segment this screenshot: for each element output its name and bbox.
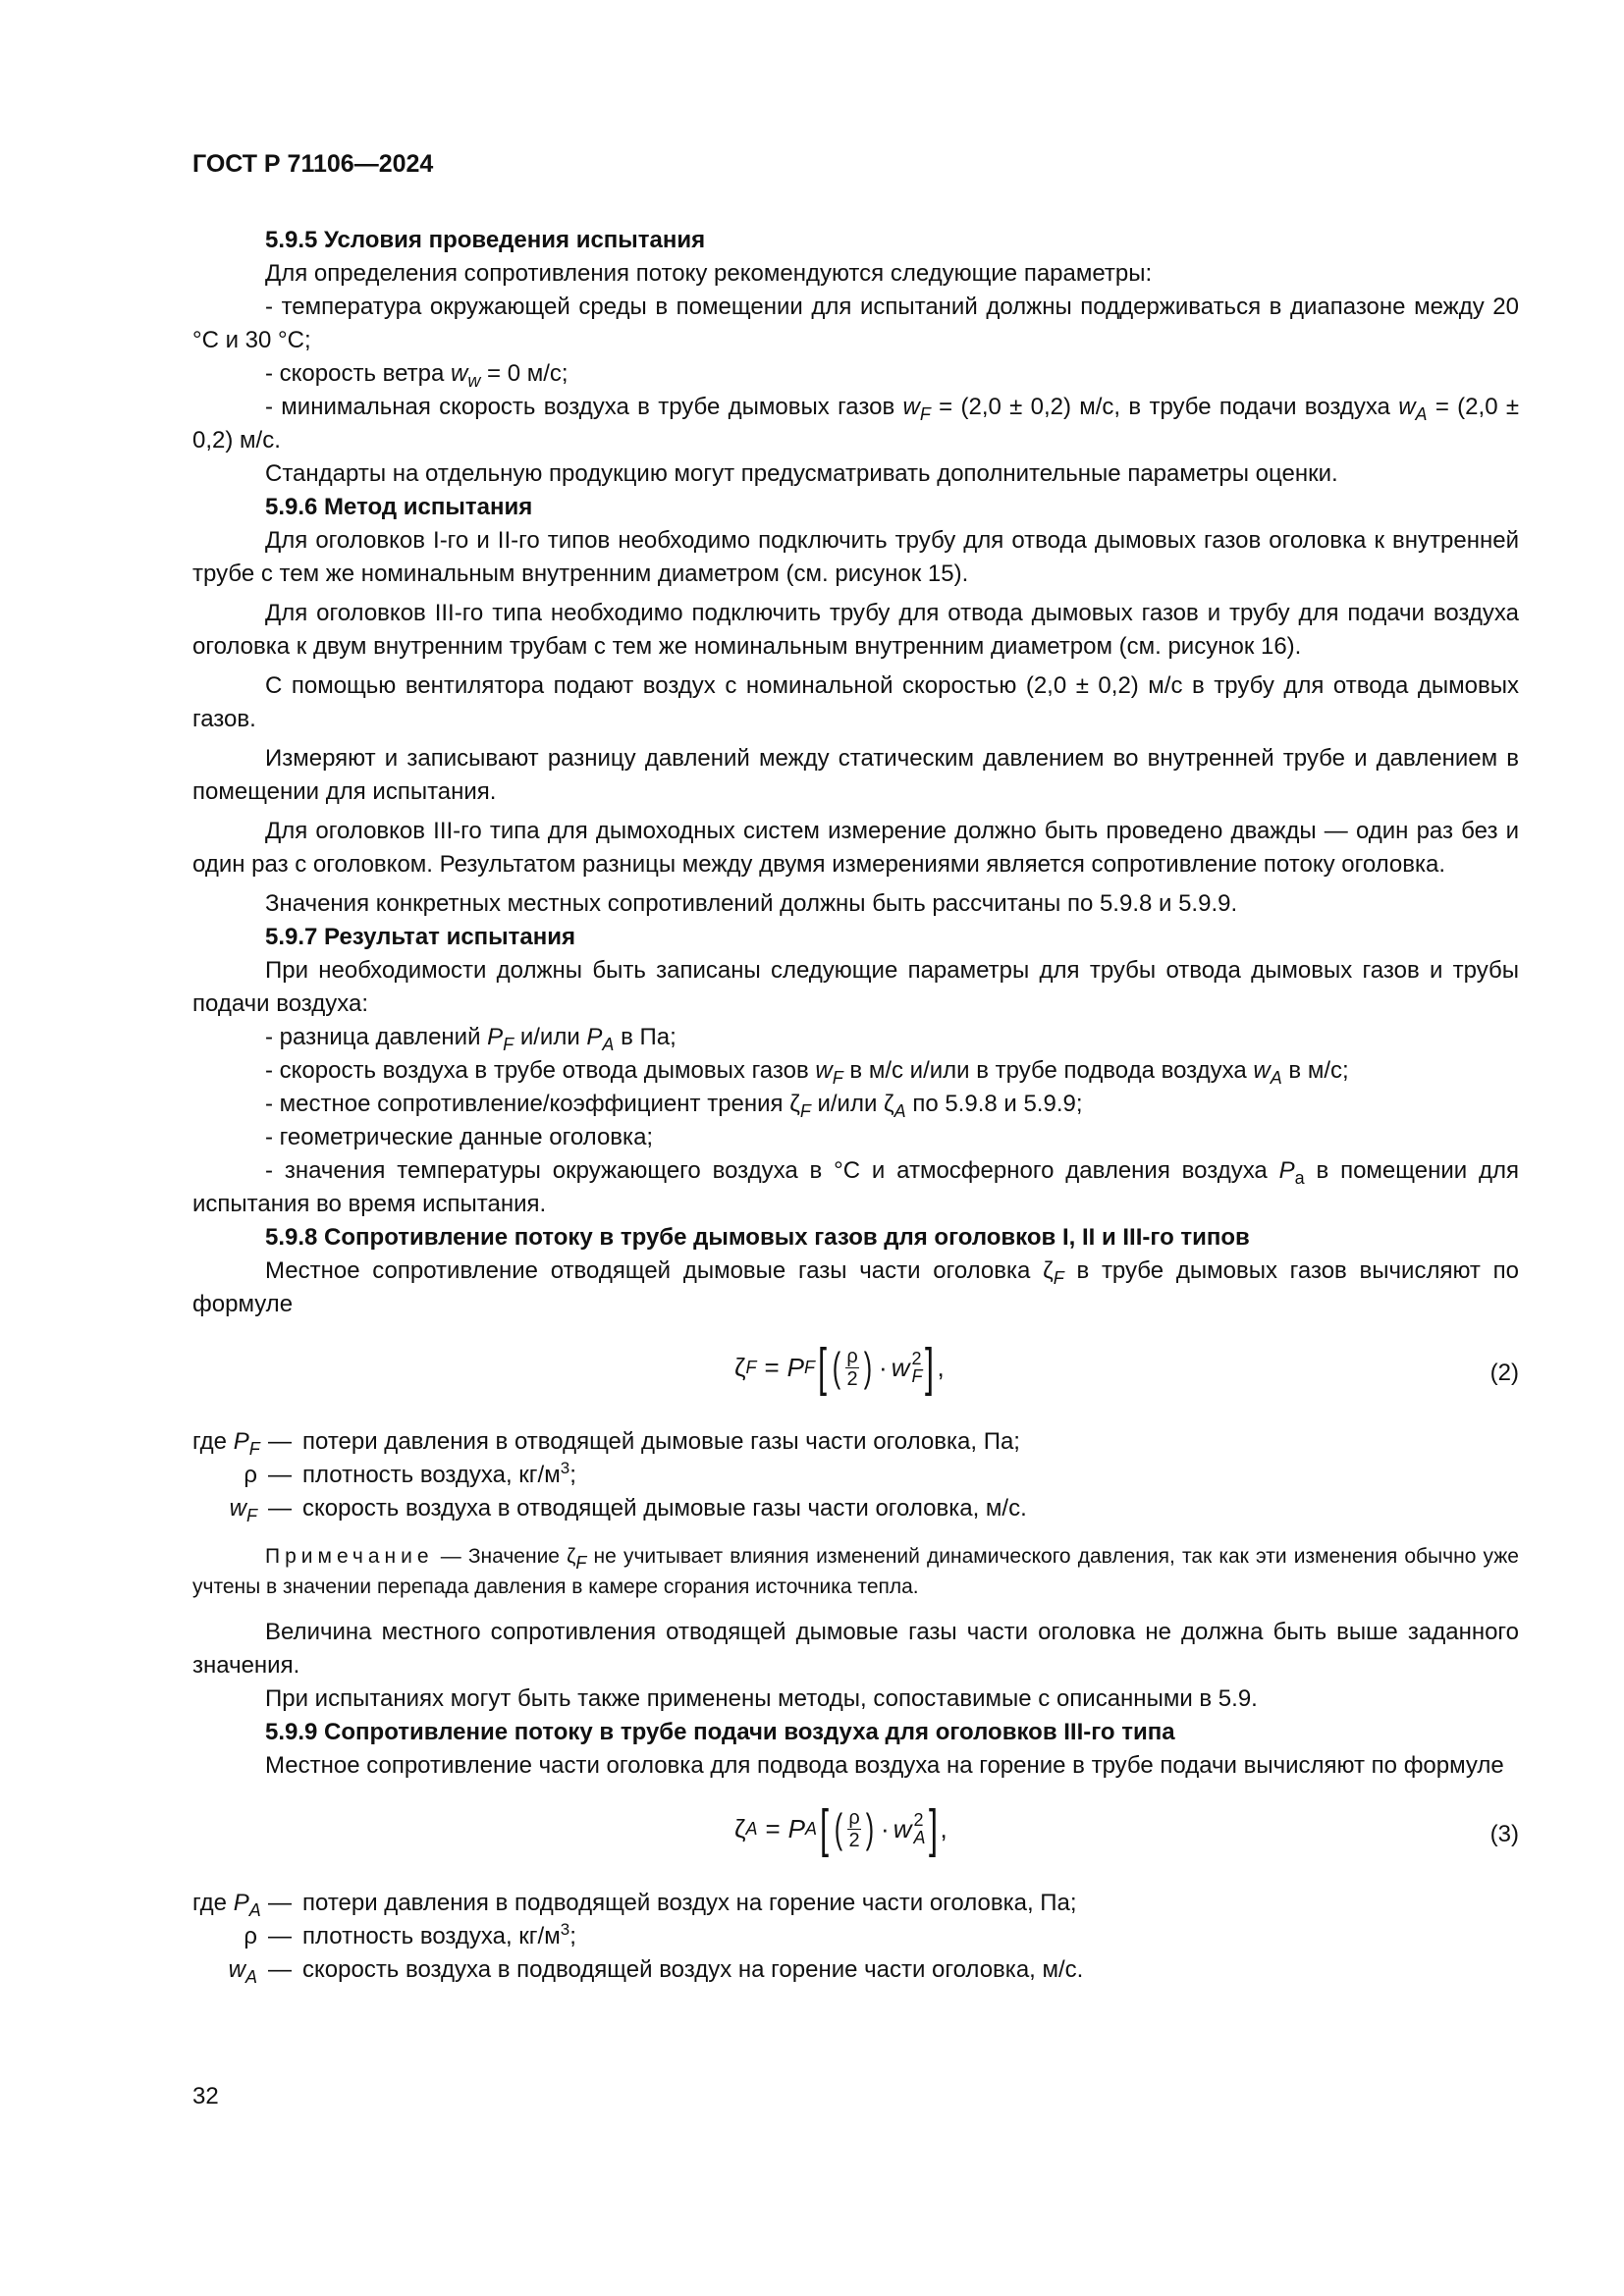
paragraph: Стандарты на отдельную продукцию могут предусматривать дополнительные параметры оценки. bbox=[265, 460, 1338, 487]
formula-expression: ζ A = P A [ ( $\frac{\rho}{2}$ ) · w 2 A ] , bbox=[734, 1799, 947, 1858]
list-item: - геометрические данные оголовка; bbox=[265, 1124, 654, 1150]
section-title-595: 5.9.5 Условия проведения испытания bbox=[265, 227, 706, 253]
paragraph: С помощью вентилятора подают воздух с номинальной скоростью (2,0 ± 0,2) м/с в трубу для отвода дымовых газов. bbox=[192, 672, 1519, 732]
paragraph: Измеряют и записывают разницу давлений между статическим давлением во внутренней трубе и давлением в помещении для испытания. bbox=[192, 745, 1519, 805]
paragraph: Для оголовков I-го и II-го типов необходимо подключить трубу для отвода дымовых газов оголовка к внутренней трубе с тем же номинальным внутренним диаметром (см. рисунок 15). bbox=[192, 527, 1519, 587]
paragraph: Величина местного сопротивления отводящей дымовые газы части оголовка не должна быть выше заданного значения. bbox=[192, 1619, 1519, 1679]
document-page bbox=[192, 147, 1519, 1987]
paragraph: При необходимости должны быть записаны следующие параметры для трубы отвода дымовых газов и трубы подачи воздуха: bbox=[192, 957, 1519, 1017]
legend-row: ρ — плотность воздуха, $кг/м^3$; bbox=[244, 1459, 576, 1488]
formula-2 bbox=[192, 1327, 1519, 1421]
legend-row: $w_F$ — скорость воздуха в отводящей дымовые газы части оголовка, м/с. bbox=[229, 1495, 1027, 1525]
list-item: - скорость ветра $w_w = 0$ м/с; bbox=[265, 360, 568, 391]
section-title-599: 5.9.9 Сопротивление потоку в трубе подачи воздуха для оголовков III-го типа bbox=[265, 1719, 1175, 1745]
list-item: - минимальная скорость воздуха в трубе дымовых газов $w_F = (2,0 \pm 0,2)$ м/с, в трубе подачи воздуха $w_A = (2,0 \pm 0,2)$ м/с. bbox=[192, 394, 1520, 454]
paragraph: Для определения сопротивления потоку рекомендуются следующие параметры: bbox=[265, 260, 1153, 287]
document-header: ГОСТ Р 71106—2024 bbox=[192, 150, 434, 178]
formula-legend bbox=[192, 1425, 1519, 1525]
paragraph: Для оголовков III-го типа для дымоходных систем измерение должно быть проведено дважды — один раз без и один раз с оголовком. Результатом разницы между двумя измерениями является сопротивление потоку оголовка. bbox=[192, 818, 1519, 878]
formula-number: (3) bbox=[1489, 1821, 1519, 1847]
section-title-597: 5.9.7 Результат испытания bbox=[265, 924, 576, 950]
paragraph: Для оголовков III-го типа необходимо подключить трубу для отвода дымовых газов и трубу для подачи воздуха оголовка к двум внутренним трубам с тем же номинальным внутренним диаметром (см. рисунок 16). bbox=[192, 600, 1519, 660]
note: Примечание — Значение $\zeta_F$ не учитывает влияния изменений динамического давления, так как эти изменения обычно уже учтены в значении перепада давления в камере сгорания источника тепла. bbox=[192, 1545, 1519, 1598]
paragraph: Значения конкретных местных сопротивлений должны быть рассчитаны по 5.9.8 и 5.9.9. bbox=[265, 890, 1238, 917]
section-title-598: 5.9.8 Сопротивление потоку в трубе дымовых газов для оголовков I, II и III-го типов bbox=[265, 1224, 1250, 1251]
list-item: - значения температуры окружающего воздуха в °C и атмосферного давления воздуха $P_a$ в помещении для испытания во время испытания. bbox=[192, 1157, 1520, 1217]
paragraph: При испытаниях могут быть также применены методы, сопоставимые с описанными в 5.9. bbox=[265, 1685, 1258, 1712]
legend-row: где $P_F$ — потери давления в отводящей дымовые газы части оголовка, Па; bbox=[192, 1428, 1020, 1459]
list-item: - температура окружающей среды в помещении для испытаний должны поддерживаться в диапазоне между 20 °C и 30 °C; bbox=[192, 294, 1519, 353]
page-number: 32 bbox=[192, 2083, 219, 2109]
formula-3 bbox=[192, 1789, 1519, 1883]
list-item: - разница давлений $P_F$ и/или $P_A$ в Па; bbox=[265, 1024, 677, 1054]
formula-legend bbox=[192, 1887, 1519, 1987]
legend-row: $w_A$ — скорость воздуха в подводящей воздух на горение части оголовка, м/с. bbox=[228, 1956, 1084, 1987]
legend-row: ρ — плотность воздуха, $кг/м^3$; bbox=[244, 1920, 576, 1949]
formula-number: (2) bbox=[1489, 1360, 1519, 1386]
formula-expression: ζ F = P F [ ( $\frac{\rho}{2}$ ) · w 2 F ] , bbox=[734, 1338, 945, 1397]
paragraph: Местное сопротивление отводящей дымовые газы части оголовка $\zeta_F$ в трубе дымовых газов вычисляют по формуле bbox=[192, 1257, 1519, 1317]
section-title-596: 5.9.6 Метод испытания bbox=[265, 494, 533, 520]
paragraph: Местное сопротивление части оголовка для подвода воздуха на горение в трубе подачи вычисляют по формуле bbox=[265, 1752, 1504, 1779]
list-item: - местное сопротивление/коэффициент трения $\zeta_F$ и/или $\zeta_A$ по 5.9.8 и 5.9.9; bbox=[265, 1091, 1083, 1121]
list-item: - скорость воздуха в трубе отвода дымовых газов $w_F$ в м/с и/или в трубе подвода воздуха $w_A$ в м/с; bbox=[265, 1057, 1349, 1088]
legend-row: где $P_A$ — потери давления в подводящей воздух на горение части оголовка, Па; bbox=[192, 1890, 1077, 1920]
